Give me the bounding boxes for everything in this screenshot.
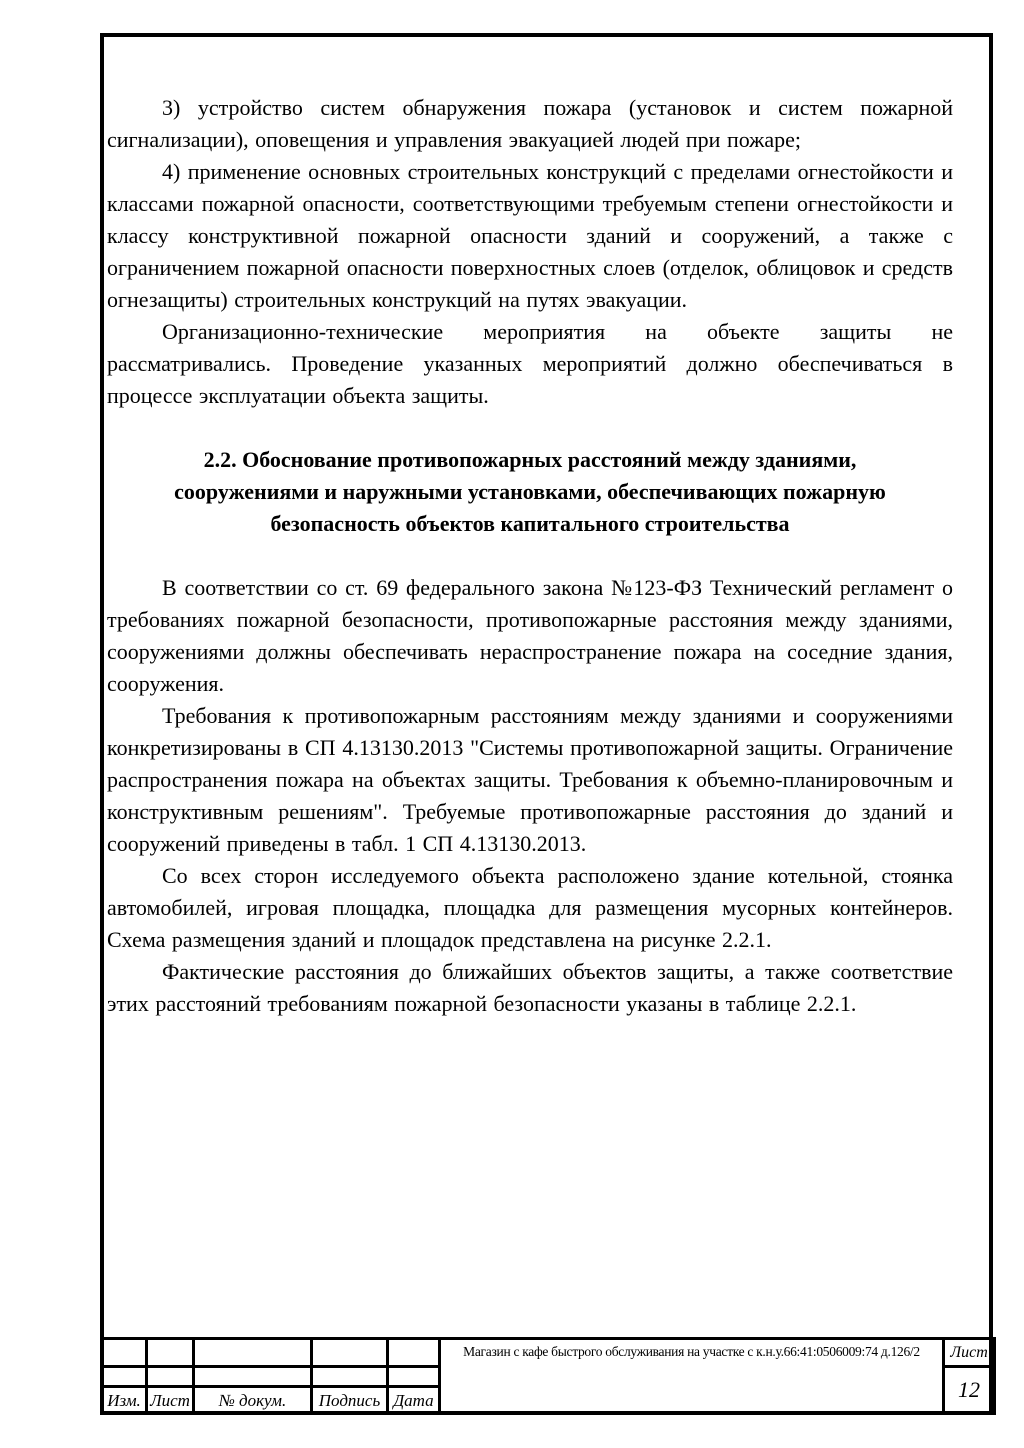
sheet-label-cell: Лист: [944, 1339, 995, 1367]
column-label-ndokum: № докум.: [194, 1387, 312, 1414]
section-heading: 2.2. Обоснование противопожарных расстояний между зданиями, сооружениями и наружными установками, обеспечивающих пожарную безопасность объектов капитального строительства: [174, 447, 886, 536]
body-paragraph: Требования к противопожарным расстояниям между зданиями и сооружениями конкретизированы в СП 4.13130.2013 "Системы противопожарной защиты. Ограничение распространения пожара на объектах защиты. Требования к объемно-планировочным и конструктивным решениям". Требуемые противопожарные расстояния до зданий и сооружений приведены в табл. 1 СП 4.13130.2013.: [107, 703, 953, 856]
titleblock-empty-cell: [388, 1367, 440, 1387]
body-paragraph: Организационно-технические мероприятия на объекте защиты не рассматривались. Проведение указанных мероприятий должно обеспечиваться в процессе эксплуатации объекта защиты.: [107, 319, 953, 408]
body-paragraph: В соответствии со ст. 69 федерального закона №123-ФЗ Технический регламент о требованиях пожарной безопасности, противопожарные расстояния между зданиями, сооружениями должны обеспечивать нераспространение пожара на соседние здания, сооружения.: [107, 575, 953, 696]
titleblock-empty-cell: [312, 1339, 388, 1367]
column-label-podpis: Подпись: [312, 1387, 388, 1414]
titleblock-empty-cell: [147, 1339, 194, 1367]
titleblock-empty-cell: [102, 1367, 147, 1387]
titleblock-empty-cell: [194, 1367, 312, 1387]
body-content: [107, 92, 953, 1020]
body-paragraph: Фактические расстояния до ближайших объектов защиты, а также соответствие этих расстояний требованиям пожарной безопасности указаны в таблице 2.2.1.: [107, 959, 953, 1016]
titleblock-empty-cell: [102, 1339, 147, 1367]
sheet-number-cell: 12: [944, 1367, 995, 1414]
titleblock-empty-cell: [388, 1339, 440, 1367]
page-frame: [100, 33, 993, 1415]
project-title-cell: Магазин с кафе быстрого обслуживания на участке с к.н.у.66:41:0506009:74 д.126/2: [440, 1339, 944, 1414]
body-paragraph: Со всех сторон исследуемого объекта расположено здание котельной, стоянка автомобилей, игровая площадка, площадка для размещения мусорных контейнеров. Схема размещения зданий и площадок представлена на рисунке 2.2.1.: [107, 863, 953, 952]
title-block-table: [100, 1337, 996, 1415]
titleblock-empty-cell: [194, 1339, 312, 1367]
column-label-data: Дата: [388, 1387, 440, 1414]
column-label-izm: Изм.: [102, 1387, 147, 1414]
column-label-list: Лист: [147, 1387, 194, 1414]
body-paragraph: 3) устройство систем обнаружения пожара (установок и систем пожарной сигнализации), оповещения и управления эвакуацией людей при пожаре;: [107, 95, 953, 152]
titleblock-empty-cell: [147, 1367, 194, 1387]
titleblock-empty-cell: [312, 1367, 388, 1387]
body-paragraph: 4) применение основных строительных конструкций с пределами огнестойкости и классами пожарной опасности, соответствующими требуемым степени огнестойкости и классу конструктивной пожарной опасности зданий и сооружений, а также с ограничением пожарной опасности поверхностных слоев (отделок, облицовок и средств огнезащиты) строительных конструкций на путях эвакуации.: [107, 159, 953, 312]
